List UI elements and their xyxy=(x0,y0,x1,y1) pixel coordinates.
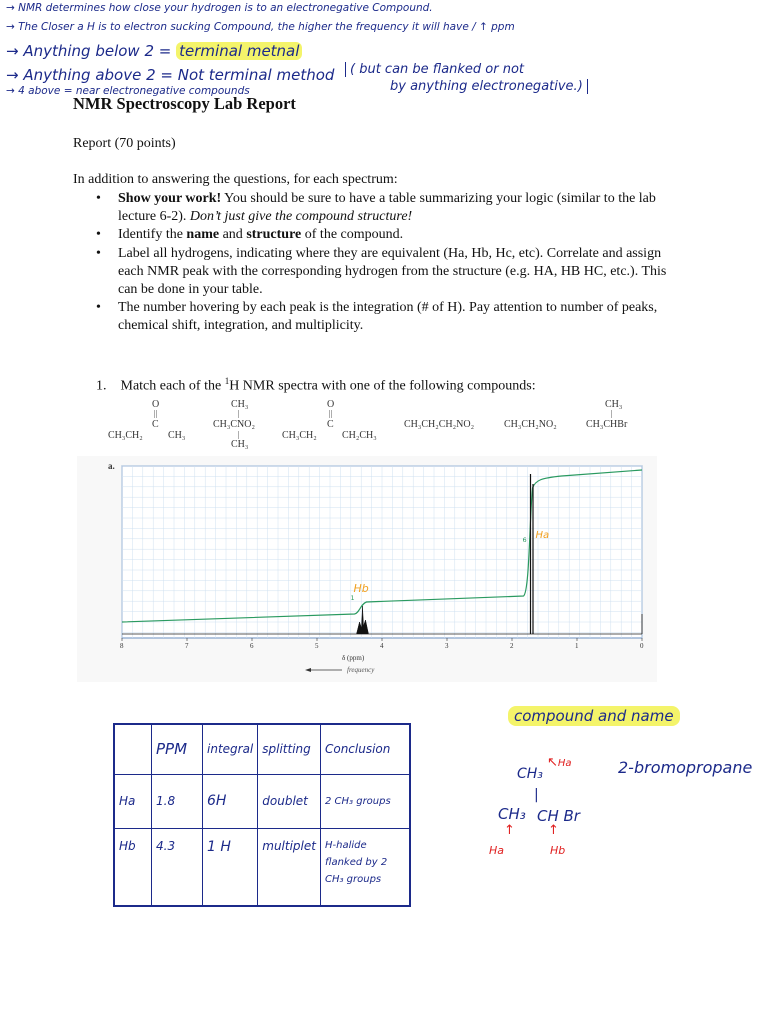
structure-ch-br: CH Br xyxy=(537,807,580,825)
note-line-5: → 4 above = near electronegative compounds xyxy=(6,85,250,97)
structure-bond: | xyxy=(534,787,539,803)
frequency-label: frequency xyxy=(347,666,375,674)
structure-hb-label: Hb xyxy=(550,844,566,857)
list-item xyxy=(96,190,676,226)
compound-6-mid: CH₃CHBr xyxy=(586,419,628,430)
tick-label: 4 xyxy=(380,642,384,650)
note-line-1: → NMR determines how close your hydrogen is to an electronegative Compound. xyxy=(6,2,433,14)
row-splitting: doublet xyxy=(258,774,321,828)
frequency-arrowhead xyxy=(305,668,311,672)
bullet-strong: Show your work! xyxy=(118,191,222,206)
arrow-up-icon: ↑ xyxy=(504,823,515,838)
tick-label: 7 xyxy=(185,642,189,650)
structure-ha-label: Ha xyxy=(489,844,505,857)
compound-2-bottom: CH₃ xyxy=(231,439,249,450)
question-1 xyxy=(96,372,536,396)
tick-label: 8 xyxy=(120,642,124,650)
header-conclusion: Conclusion xyxy=(320,724,410,774)
list-item xyxy=(96,226,676,244)
compound-5: CH₃CH₂NO₂ xyxy=(504,419,557,430)
instructions-list xyxy=(96,190,676,336)
compound-1-carbon: C xyxy=(152,419,159,430)
note-line-3 xyxy=(6,42,302,60)
bullet-text: You should be sure to have a table summarizing your logic (similar to the lab lecture 6-2). xyxy=(118,191,656,225)
row-ppm: 4.3 xyxy=(152,828,203,906)
spectrum-panel-label: a. xyxy=(108,461,115,471)
annotation-ha: Ha xyxy=(535,530,550,541)
arrow-up-icon: ↑ xyxy=(548,823,559,838)
bond-icon: ↖ xyxy=(547,755,558,770)
tick-label: 3 xyxy=(445,642,449,650)
compound-3-right: CH₂CH₃ xyxy=(342,430,377,441)
bullet-emphasis: Don’t just give the compound structure! xyxy=(189,209,413,225)
compound-3-oxygen: O xyxy=(327,399,335,410)
compound-3-double-bond: || xyxy=(329,409,333,418)
question-text-post: H NMR spectra with one of the following compounds: xyxy=(229,378,536,394)
structure-ha-top-text: Ha xyxy=(557,758,572,769)
compound-4: CH₃CH₂CH₂NO₂ xyxy=(404,419,475,430)
row-ppm: 1.8 xyxy=(152,774,203,828)
table-header-row xyxy=(114,724,410,774)
tick-label: 2 xyxy=(510,642,514,650)
spectrum-ticks xyxy=(120,638,644,650)
tick-label: 0 xyxy=(640,642,644,650)
nmr-spectrum xyxy=(77,456,657,682)
compound-6-bond: | xyxy=(611,409,613,418)
row-integral: 1 H xyxy=(203,828,258,906)
structure-ch3-bottom: CH₃ xyxy=(498,805,526,823)
spectrum-xlabel: δ (ppm) xyxy=(342,654,365,662)
bullet-text: Identify the xyxy=(118,227,187,243)
compound-1-right: CH₃ xyxy=(168,430,186,441)
note-bracket-1: ( but can be flanked or not xyxy=(345,62,524,77)
row-splitting: multiplet xyxy=(258,828,321,906)
row-label: Ha xyxy=(114,774,152,828)
compound-2-mid: CH₃CNO₂ xyxy=(213,419,255,430)
list-item: • The number hovering by each peak is the integration (# of H). Pay attention to number of peaks, chemical shift, integration, and multiplicity. xyxy=(96,299,676,335)
question-text: Match each of the xyxy=(120,378,225,394)
page-title: NMR Spectroscopy Lab Report xyxy=(73,94,296,113)
compound-name: 2-bromopropane xyxy=(618,758,753,777)
table-row xyxy=(114,828,410,906)
structure-ha-top xyxy=(547,755,572,770)
row-conclusion: 2 CH₃ groups xyxy=(320,774,410,828)
list-item: • Label all hydrogens, indicating where they are equivalent (Ha, Hb, Hc, etc). Correlate and assign each NMR peak with the corresponding hydrogen from the structure (e.g. HA, HB HC, etc.). This can be done in your table. xyxy=(96,245,676,300)
table-corner xyxy=(114,724,152,774)
header-ppm: PPM xyxy=(152,724,203,774)
row-integral: 6H xyxy=(203,774,258,828)
question-number: 1. xyxy=(96,378,107,394)
row-label: Hb xyxy=(114,828,152,906)
header-splitting: splitting xyxy=(258,724,321,774)
structure-heading: compound and name xyxy=(508,706,680,726)
bullet-text: of the compound. xyxy=(301,227,404,243)
note-line-4: → Anything above 2 = Not terminal method xyxy=(6,66,335,84)
note-line-2: → The Closer a H is to electron sucking Compound, the higher the frequency it will have / ↑ ppm xyxy=(6,21,515,33)
note-bracket-2: by anything electronegative.) xyxy=(390,79,588,94)
compound-1-double-bond: || xyxy=(154,409,158,418)
structure-ch3-top: CH₃ xyxy=(517,766,543,782)
integration-label-hb: 1 xyxy=(350,594,355,602)
note-line-3-text: → Anything below 2 = xyxy=(6,42,172,60)
compound-1-left: CH₃CH₂ xyxy=(108,430,143,441)
annotation-hb: Hb xyxy=(353,582,369,595)
compound-6-top: CH₃ xyxy=(605,399,623,410)
bullet-strong: structure xyxy=(246,227,302,243)
tick-label: 6 xyxy=(250,642,254,650)
compound-3-carbon: C xyxy=(327,419,334,430)
tick-label: 1 xyxy=(575,642,579,650)
compound-1-oxygen: O xyxy=(152,399,160,410)
question-superscript: 1 xyxy=(224,376,230,386)
bullet-text: and xyxy=(219,227,247,243)
compound-options xyxy=(100,396,656,454)
compound-2-bond: | xyxy=(238,409,240,418)
row-conclusion: H-halide flanked by 2 CH₃ groups xyxy=(320,828,410,906)
compound-3-left: CH₃CH₂ xyxy=(282,430,317,441)
spectrum-svg xyxy=(77,456,657,682)
intro-text: In addition to answering the questions, for each spectrum: xyxy=(73,172,398,187)
analysis-table xyxy=(113,723,411,907)
tick-label: 5 xyxy=(315,642,319,650)
bullet-strong: name xyxy=(186,227,220,243)
table-row xyxy=(114,774,410,828)
header-integral: integral xyxy=(203,724,258,774)
report-points: Report (70 points) xyxy=(73,136,176,151)
integration-label-ha: 6 xyxy=(522,536,527,544)
highlighted-note: terminal metnal xyxy=(176,42,302,60)
compound-2-bond-lower: | xyxy=(238,430,240,439)
compound-2-top: CH₃ xyxy=(231,399,249,410)
